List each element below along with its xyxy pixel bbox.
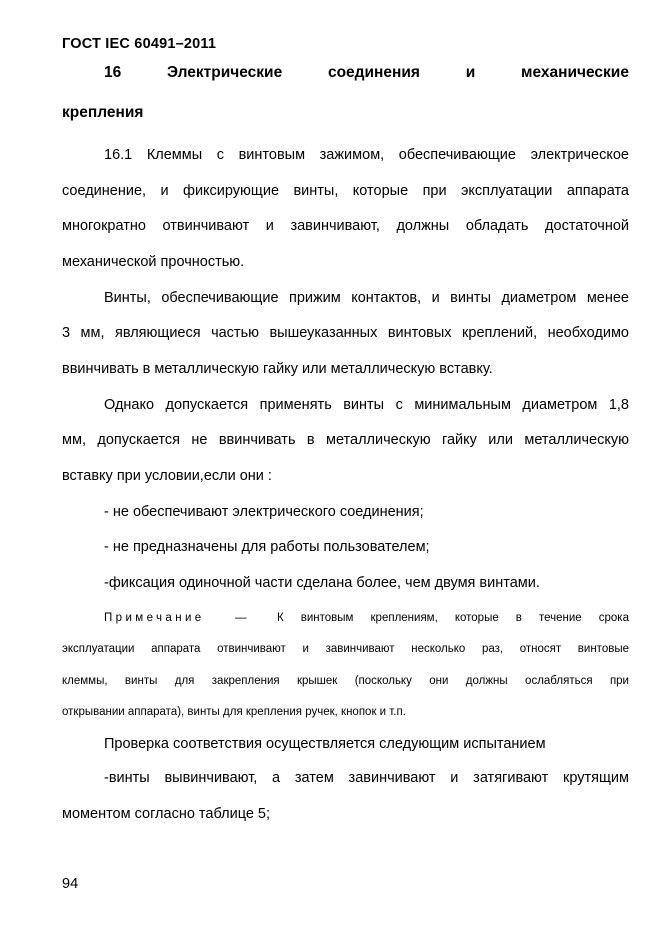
section-number: 16 bbox=[104, 64, 122, 81]
paragraph-line: вставку при условии,если они : bbox=[62, 468, 272, 484]
paragraph-line: Проверка соответствия осуществляется следующим испытанием bbox=[104, 736, 546, 752]
paragraph-line: 16.1 Клеммы с винтовым зажимом, обеспечивающие электрическое bbox=[104, 147, 629, 163]
paragraph-line: -винты вывинчивают, а затем завинчивают и затягивают крутящим bbox=[104, 770, 629, 786]
section-title-word: Электрические bbox=[167, 64, 283, 81]
paragraph-line: механической прочностью. bbox=[62, 254, 245, 270]
list-item: - не обеспечивают электрического соединения; bbox=[104, 504, 424, 520]
section-heading bbox=[62, 64, 629, 82]
paragraph-line: соединение, и фиксирующие винты, которые при эксплуатации аппарата bbox=[62, 183, 629, 199]
list-item: -фиксация одиночной части сделана более, чем двумя винтами. bbox=[104, 575, 540, 591]
note-line: клеммы, винты для закрепления крышек (поскольку они должны ослабляться при bbox=[62, 675, 629, 687]
note-first-line bbox=[104, 609, 629, 627]
paragraph-line: 3 мм, являющиеся частью вышеуказанных винтовых креплений, необходимо bbox=[62, 325, 629, 341]
document-code: ГОСТ IEC 60491–2011 bbox=[62, 36, 217, 52]
paragraph-line: моментом согласно таблице 5; bbox=[62, 806, 271, 822]
section-title-continuation: крепления bbox=[62, 104, 144, 121]
section-title-word: соединения bbox=[327, 64, 420, 81]
note-label: Примечание bbox=[104, 612, 205, 624]
section-title-word: механические bbox=[520, 64, 629, 81]
paragraph-line: многократно отвинчивают и завинчивают, должны обладать достаточной bbox=[62, 218, 629, 234]
paragraph-line: Винты, обеспечивающие прижим контактов, и винты диаметром менее bbox=[104, 290, 629, 306]
paragraph-line: ввинчивать в металлическую гайку или металлическую вставку. bbox=[62, 361, 493, 377]
paragraph-line: мм, допускается не ввинчивать в металлическую гайку или металлическую bbox=[62, 432, 629, 448]
section-title-word: и bbox=[465, 64, 476, 81]
list-item: - не предназначены для работы пользователем; bbox=[104, 539, 430, 555]
note-line: открывании аппарата), винты для крепления ручек, кнопок и т.п. bbox=[62, 706, 406, 718]
page-number: 94 bbox=[62, 876, 79, 892]
note-line: эксплуатации аппарата отвинчивают и завинчивают несколько раз, относят винтовые bbox=[62, 643, 629, 655]
paragraph-line: Однако допускается применять винты с минимальным диаметром 1,8 bbox=[104, 397, 629, 413]
note-text: К винтовым креплениям, которые в течение срока bbox=[276, 612, 629, 624]
note-dash: — bbox=[235, 612, 247, 624]
